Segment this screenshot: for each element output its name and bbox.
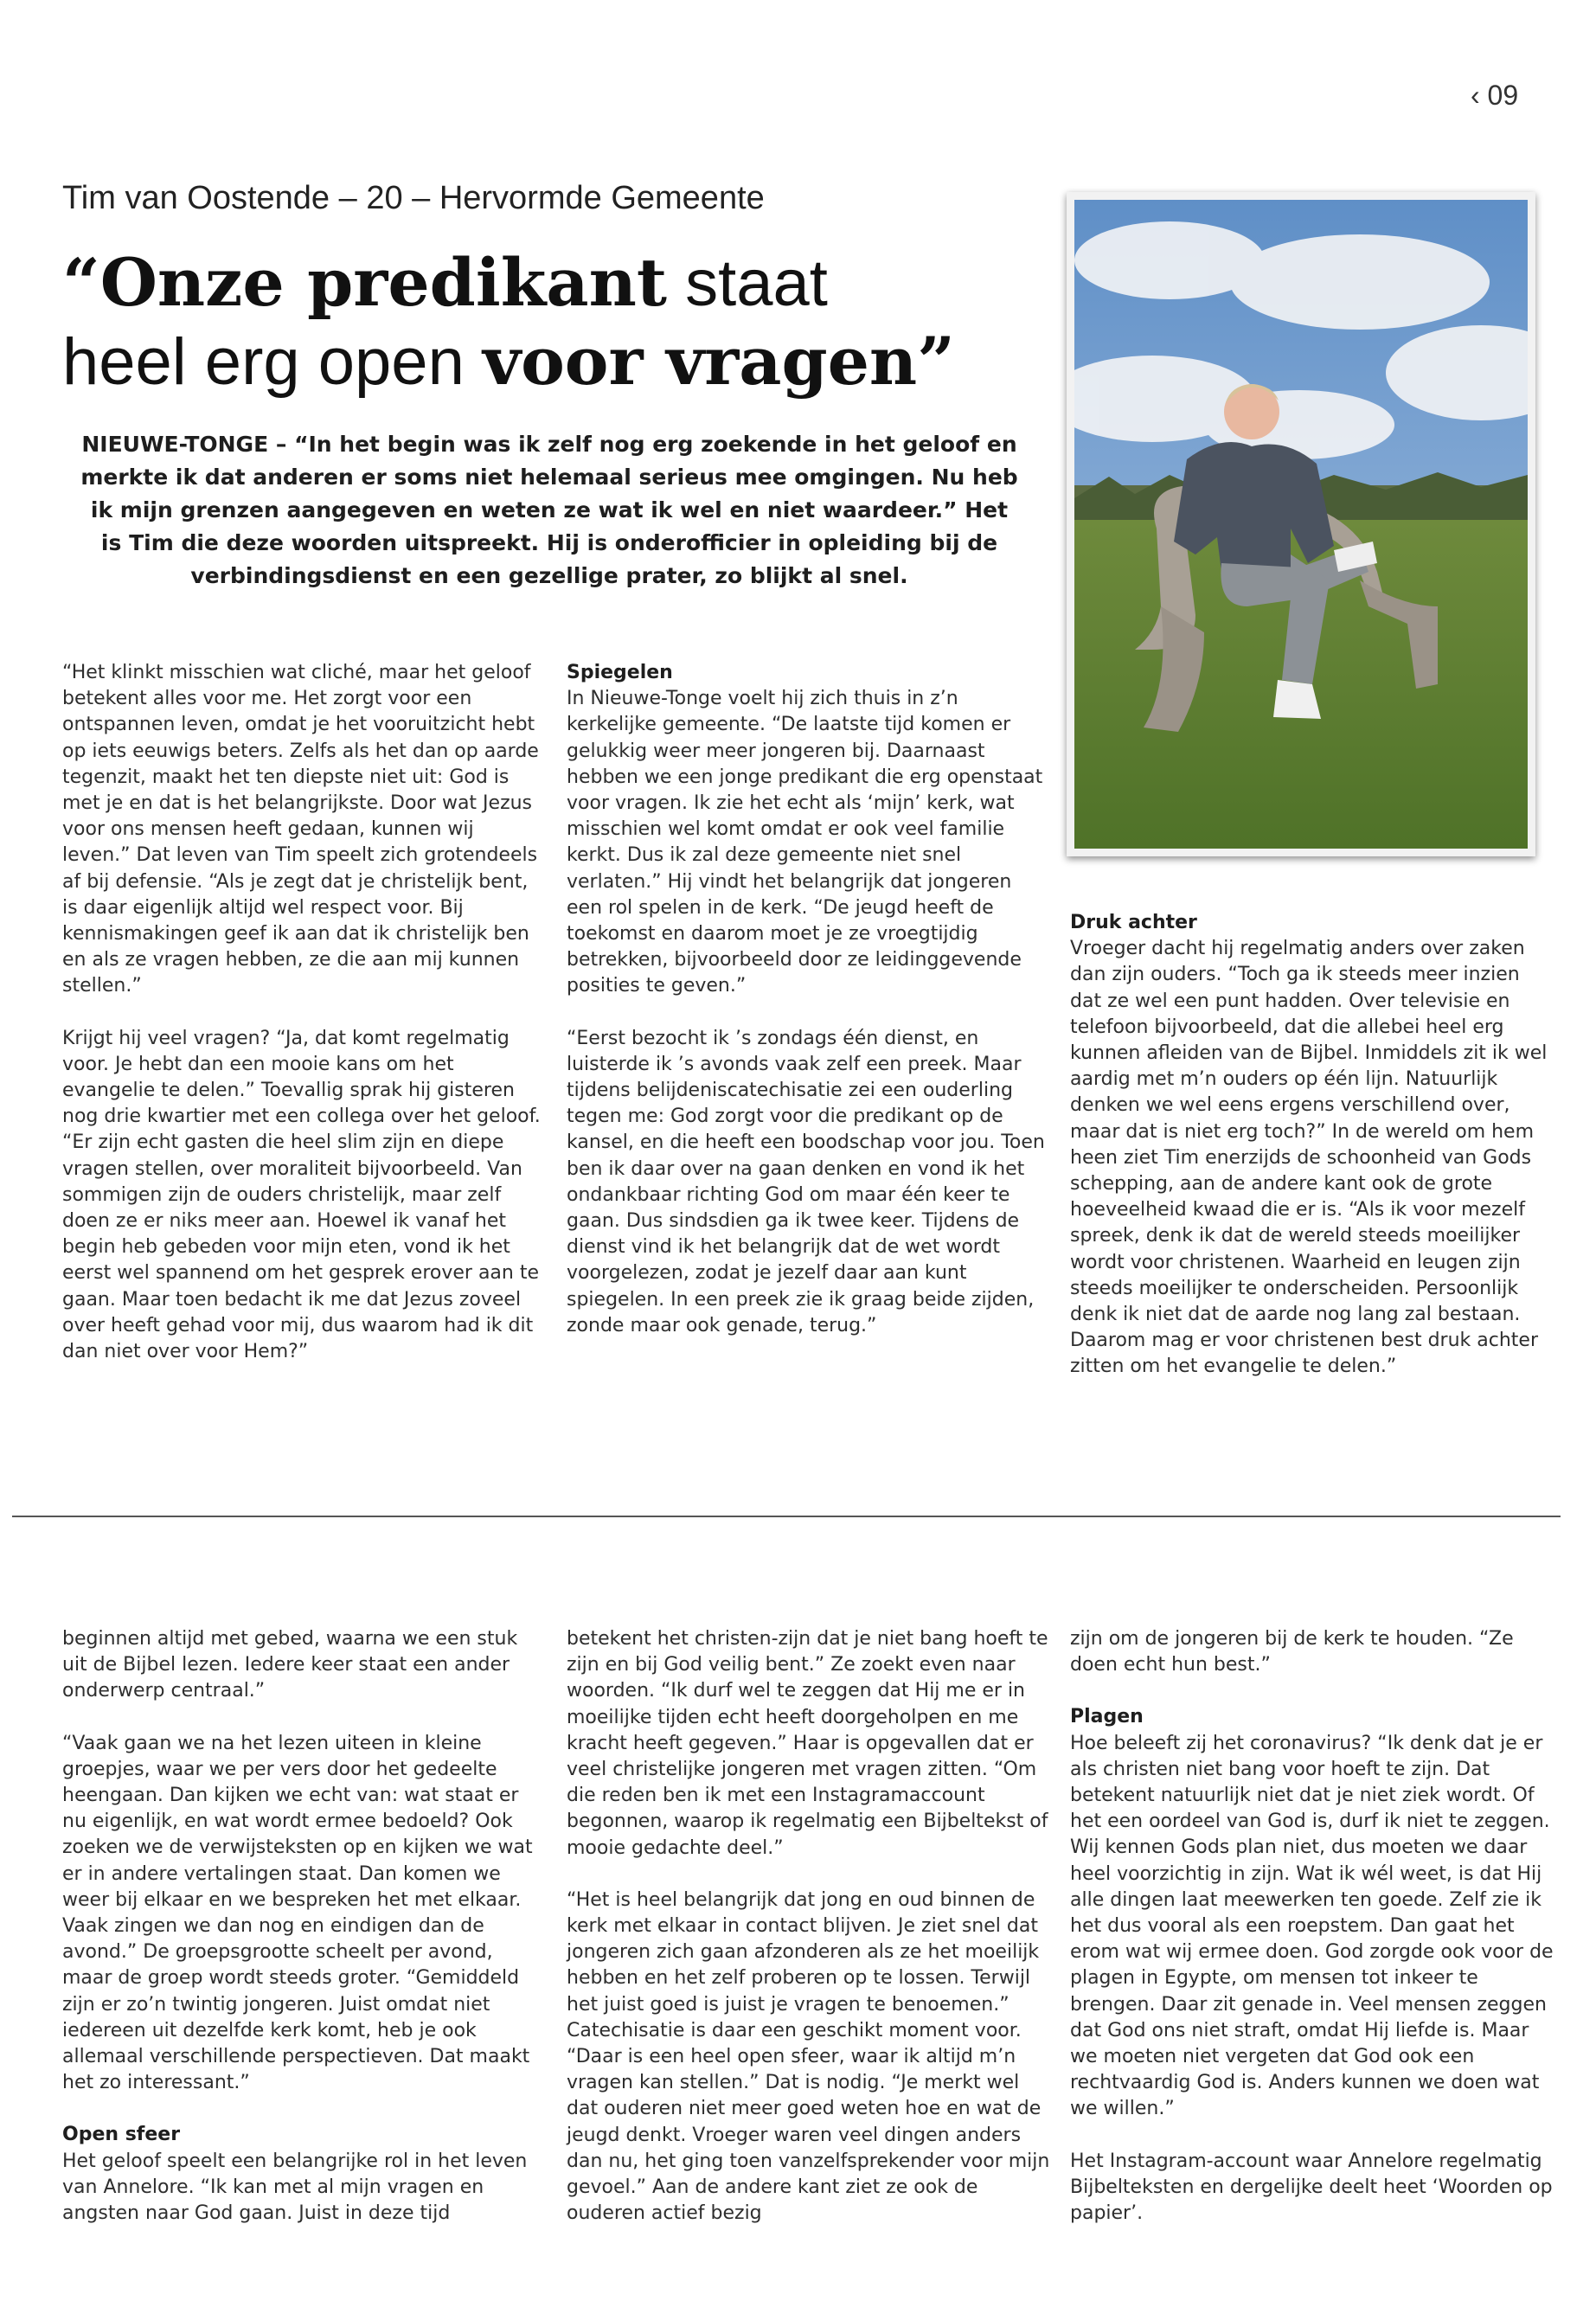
paragraph: Het geloof speelt een belangrijke rol in het leven van Annelore. “Ik kan met al mijn vragen en angsten naar God gaan. Juist in deze tijd: [62, 2150, 528, 2225]
paragraph: Krijgt hij veel vragen? “Ja, dat komt regelmatig voor. Je hebt dan een mooie kans om het evangelie te delen.” Toevallig sprak hij gisteren nog drie kwartier met een collega over het geloof. “Er zijn echt gasten die heel slim zijn en diepe vragen stellen, over moraliteit bijvoorbeeld. Van sommigen zijn de ouders christelijk, maar zelf doen ze er niks meer aan. Hoewel ik vanaf het begin heb gebeden voor mijn eten, vond ik het eerst wel spannend om het gesprek erover aan te gaan. Maar toen bedacht ik me dat Jezus zoveel over heeft gehad voor mij, dus waarom had ik dit dan niet over voor Hem?”: [62, 1027, 541, 1363]
page-number-value: 09: [1487, 80, 1519, 111]
headline-bold-part-1: “Onze predikant: [62, 244, 667, 321]
portrait-photo: [1067, 192, 1535, 856]
paragraph: “Het is heel belangrijk dat jong en oud binnen de kerk met elkaar in contact blijven. Je ziet snel dat jongeren zich gaan afzonderen als ze het moeilijk hebben en het zelf proberen op te lossen. Terwijl het juist goed is juist je vragen te benoemen.” Catechisatie is daar een geschikt moment voor. “Daar is een heel open sfeer, waar ik altijd m’n vragen kan stellen.” Dat is nodig. “Je merkt wel dat ouderen niet meer goed weten hoe en wat de jeugd denkt. Vroeger waren veel dingen anders dan nu, het ging toen vanzelfsprekender voor mijn gevoel.” Aan de andere kant ziet ze ook de ouderen actief bezig: [567, 1888, 1050, 2225]
headline-light-part-1: staat: [666, 247, 828, 320]
lower-column-3: [1070, 1626, 1554, 2227]
article-headline: [62, 244, 1031, 401]
paragraph: Het Instagram-account waar Annelore regelmatig Bijbelteksten en dergelijke deelt heet ‘Woorden op papier’.: [1070, 2150, 1553, 2225]
subheading-druk-achter: Druk achter: [1070, 912, 1197, 933]
lower-column-2: [567, 1626, 1051, 2227]
paragraph: “Vaak gaan we na het lezen uiteen in kleine groepjes, waar we per vers door het gedeelte heengaan. Dan kijken we echt van: wat staat er nu eigenlijk, en wat wordt ermee bedoeld? Ook zoeken we de verwijsteksten op en kijken we wat er in andere vertalingen staat. Dan komen we weer bij elkaar en we bespreken het met elkaar. Vaak zingen we dan nog en eindigen dan de avond.” De groepsgrootte scheelt per avond, maar de groep wordt steeds groter. “Gemiddeld zijn er zo’n twintig jongeren. Juist omdat niet iedereen uit dezelfde kerk komt, heb je ook allemaal verschillende perspectieven. Dat maakt het zo interessant.”: [62, 1732, 533, 2094]
upper-column-1: [62, 660, 547, 1365]
paragraph: Hoe beleeft zij het coronavirus? “Ik denk dat je er als christen niet bang voor hoeft te zijn. Dat betekent natuurlijk niet dat je niet ziek wordt. Of het een oordeel van God is, durf ik niet te zeggen. Wij kennen Gods plan niet, dus moeten we daar heel voorzichtig in zijn. Wat ik wél weet, is dat Hij alle dingen laat meewerken ten goede. Zelf zie ik het dus vooral als een roepstem. Dan gaat het erom wat wij ermee doen. God zorgde ook voor de plagen in Egypte, om mensen tot inkeer te brengen. Daar zit genade in. Veel mensen zeggen dat God ons niet straft, omdat Hij liefde is. Maar we moeten niet vergeten dat God ook een rechtvaardig God is. Anders kunnen we doen wat we willen.”: [1070, 1732, 1554, 2120]
paragraph: “Het klinkt misschien wat cliché, maar het geloof betekent alles voor me. Het zorgt voor een ontspannen leven, omdat je het vooruitzicht hebt op iets eeuwigs beters. Zelfs als het dan op aarde tegenzit, maakt het ten diepste niet uit: God is met je en dat is het belangrijkste. Door wat Jezus voor ons mensen heeft gedaan, kunnen wij leven.” Dat leven van Tim speelt zich grotendeels af bij defensie. “Als je zegt dat je christelijk bent, is daar eigenlijk altijd wel respect voor. Bij kennismakingen geef ik aan dat ik christelijk ben en als ze vragen hebben, ze die aan mij kunnen stellen.”: [62, 662, 539, 997]
paragraph: Vroeger dacht hij regelmatig anders over zaken dan zijn ouders. “Toch ga ik steeds meer inzien dat ze wel een punt hadden. Over televisie en telefoon bijvoorbeeld, dat die allebei heel erg kunnen afleiden van de Bijbel. Inmiddels zit ik wel aardig met m’n ouders op één lijn. Natuurlijk denken we wel eens ergens verschillend over, maar dat is niet erg toch?” In de wereld om hem heen ziet Tim enerzijds de schoonheid van Gods schepping, aan de andere kant ook de grote hoeveelheid kwaad die er is. “Als ik voor mezelf spreek, denk ik dat de wereld steeds moeilijker wordt voor christenen. Waarheid en leugen zijn steeds moeilijker te onderscheiden. Persoonlijk denk ik niet dat de aarde nog lang zal bestaan. Daarom mag er voor christenen best druk achter zitten om het evangelie te delen.”: [1070, 938, 1548, 1378]
headline-bold-part-2: voor vragen”: [482, 323, 955, 400]
headline-light-part-2: heel erg open: [62, 325, 483, 399]
back-chevron-icon: ‹: [1471, 80, 1480, 111]
paragraph: “Eerst bezocht ik ’s zondags één dienst, en luisterde ik ’s avonds vaak zelf een preek. Maar tijdens belijdeniscatechisatie zei een ouderling tegen me: God zorgt voor die predikant op de kansel, en die heeft een boodschap voor jou. Toen ben ik daar over na gaan denken en vond ik het ondankbaar richting God om maar één keer te gaan. Dus sindsdien ga ik twee keer. Tijdens de dienst vind ik het belangrijk dat de wet wordt voorgelezen, zodat je jezelf daar aan kunt spiegelen. In een preek zie ik graag beide zijden, zonde maar ook genade, terug.”: [567, 1027, 1045, 1336]
section-divider: [12, 1516, 1561, 1517]
article-lead: NIEUWE-TONGE – “In het begin was ik zelf nog erg zoekende in het geloof en merkte ik dat anderen er soms niet helemaal serieus mee omgingen. Nu heb ik mijn grenzen aangegeven en weten ze wat ik wel en niet waardeer.” Het is Tim die deze woorden uitspreekt. Hij is onderofficier in opleiding bij de verbindingsdienst en een gezellige prater, zo blijkt al snel.: [80, 432, 1018, 588]
page-number: [1471, 80, 1518, 112]
subheading-plagen: Plagen: [1070, 1706, 1144, 1728]
lower-column-1: [62, 1626, 547, 2227]
article-kicker: Tim van Oostende – 20 – Hervormde Gemeente: [62, 180, 765, 216]
paragraph: beginnen altijd met gebed, waarna we een stuk uit de Bijbel lezen. Iedere keer staat een ander onderwerp centraal.”: [62, 1628, 518, 1702]
paragraph: In Nieuwe-Tonge voelt hij zich thuis in z’n kerkelijke gemeente. “De laatste tijd komen er gelukkig weer meer jongeren bij. Daarnaast hebben we een jonge predikant die erg openstaat voor vragen. Ik zie het echt als ‘mijn’ kerk, wat misschien wel komt omdat er ook veel familie kerkt. Dus ik zal deze gemeente niet snel verlaten.” Hij vindt het belangrijk dat jongeren een rol spelen in de kerk. “De jeugd heeft de toekomst en daarom moet je ze vroegtijdig betrekken, bijvoorbeeld door ze leidinggevende posities te geven.”: [567, 688, 1043, 997]
paragraph: betekent het christen-zijn dat je niet bang hoeft te zijn en bij God veilig bent.” Ze zoekt even naar woorden. “Ik durf wel te zeggen dat Hij me er in moeilijke tijden echt heeft doorgeholpen en me kracht heeft gegeven.” Haar is opgevallen dat er veel christelijke jongeren met vragen zitten. “Om die reden ben ik met een Instagramaccount begonnen, waarop ik regelmatig een Bijbeltekst of mooie gedachte deel.”: [567, 1628, 1048, 1859]
portrait-illustration: [1074, 200, 1528, 849]
subheading-spiegelen: Spiegelen: [567, 662, 673, 683]
upper-column-3: [1070, 910, 1554, 1381]
paragraph: zijn om de jongeren bij de kerk te houden. “Ze doen echt hun best.”: [1070, 1628, 1514, 1676]
subheading-open-sfeer: Open sfeer: [62, 2124, 181, 2146]
upper-column-2: [567, 660, 1051, 1339]
